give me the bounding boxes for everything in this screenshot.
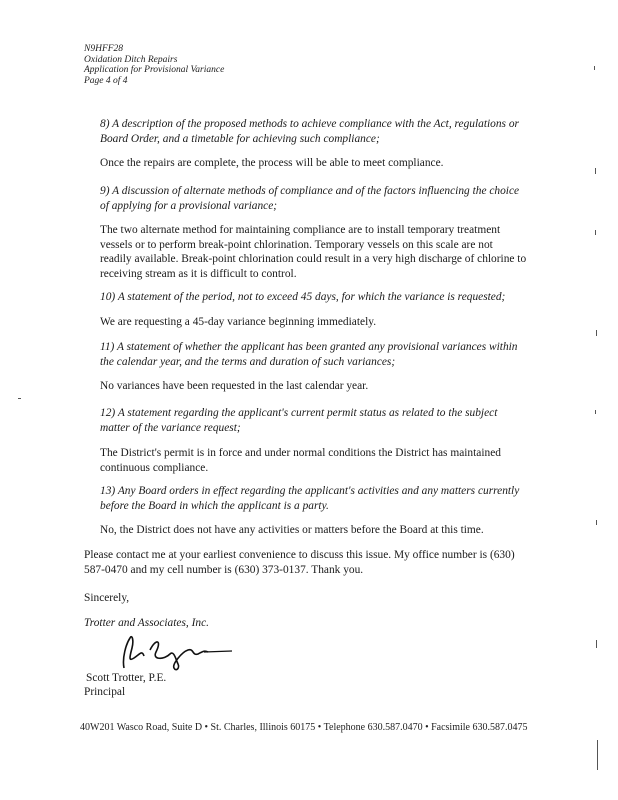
header-line-3: Application for Provisional Variance <box>84 65 225 75</box>
item-12-heading <box>100 406 497 435</box>
item-11-body <box>100 379 368 394</box>
item-13-heading-line: 13) Any Board orders in effect regarding the applicant's activities and any matters currently <box>100 485 520 497</box>
item-8-heading-line: 8) A description of the proposed methods to achieve compliance with the Act, regulations or <box>100 118 519 130</box>
item-12-body-line: continuous compliance. <box>100 461 209 474</box>
contact-line: Please contact me at your earliest convenience to discuss this issue. My office number is (630) <box>84 549 515 561</box>
item-10-heading <box>100 290 505 305</box>
signer-title: Principal <box>84 686 126 698</box>
item-11-heading <box>100 340 518 369</box>
item-10-body-line: We are requesting a 45-day variance beginning immediately. <box>100 316 377 328</box>
item-12-body <box>100 446 501 475</box>
sincerely: Sincerely, <box>84 592 130 604</box>
item-9-heading <box>100 184 519 213</box>
item-13-body <box>100 523 484 538</box>
item-13-heading-line: before the Board in which the applicant is a party. <box>100 499 329 512</box>
scan-speck <box>18 398 21 399</box>
item-13-body-line: No, the District does not have any activities or matters before the Board at this time. <box>100 524 484 536</box>
item-12-heading-line: 12) A statement regarding the applicant's current permit status as related to the subject <box>100 407 498 419</box>
item-11-heading-line: 11) A statement of whether the applicant has been granted any provisional variances within <box>100 341 518 353</box>
scan-speck <box>594 66 595 70</box>
item-12-body-line: The District's permit is in force and under normal conditions the District has maintained <box>100 447 501 459</box>
signer-name: Scott Trotter, P.E. <box>86 672 167 684</box>
signature-image <box>116 630 236 674</box>
item-9-body-line: receiving stream as it is difficult to control. <box>100 267 297 280</box>
item-11-body-line: No variances have been requested in the last calendar year. <box>100 380 369 392</box>
header-line-1: N9HFF28 <box>84 44 124 54</box>
item-10-body <box>100 315 376 330</box>
item-8-body-line: Once the repairs are complete, the process will be able to meet compliance. <box>100 157 444 169</box>
page-header <box>84 44 224 86</box>
item-9-body-line: The two alternate method for maintaining compliance are to install temporary treatment <box>100 224 501 236</box>
item-8-heading <box>100 117 519 146</box>
item-12-heading-line: matter of the variance request; <box>100 421 241 434</box>
scan-speck <box>597 740 598 770</box>
scan-speck <box>595 410 596 414</box>
item-9-heading-line: of applying for a provisional variance; <box>100 199 278 212</box>
scan-speck <box>595 168 596 174</box>
letterhead-footer: 40W201 Wasco Road, Suite D • St. Charles, Illinois 60175 • Telephone 630.587.0470 • Facsimile 630.587.0475 <box>80 722 528 733</box>
item-9-body <box>100 223 526 281</box>
item-9-heading-line: 9) A discussion of alternate methods of compliance and of the factors influencing the choice <box>100 185 520 197</box>
item-8-body <box>100 156 443 171</box>
item-9-body-line: readily available. Break-point chlorination could result in a very high discharge of chlorine to <box>100 253 527 265</box>
scan-speck <box>596 330 597 336</box>
item-9-body-line: vessels or to perform break-point chlorination. Temporary vessels on this scale are not <box>100 238 493 251</box>
scan-speck <box>595 230 596 235</box>
item-11-heading-line: the calendar year, and the terms and duration of such variances; <box>100 355 396 368</box>
company-name: Trotter and Associates, Inc. <box>84 617 209 629</box>
item-13-heading <box>100 484 519 513</box>
contact-paragraph <box>84 548 515 577</box>
scan-speck <box>596 640 597 648</box>
contact-line: 587-0470 and my cell number is (630) 373-0137. Thank you. <box>84 563 364 576</box>
header-line-2: Oxidation Ditch Repairs <box>84 54 178 65</box>
item-8-heading-line: Board Order, and a timetable for achieving such compliance; <box>100 132 380 145</box>
item-10-heading-line: 10) A statement of the period, not to exceed 45 days, for which the variance is requested; <box>100 291 506 303</box>
scan-speck <box>596 520 597 525</box>
header-line-4: Page 4 of 4 <box>84 75 128 86</box>
